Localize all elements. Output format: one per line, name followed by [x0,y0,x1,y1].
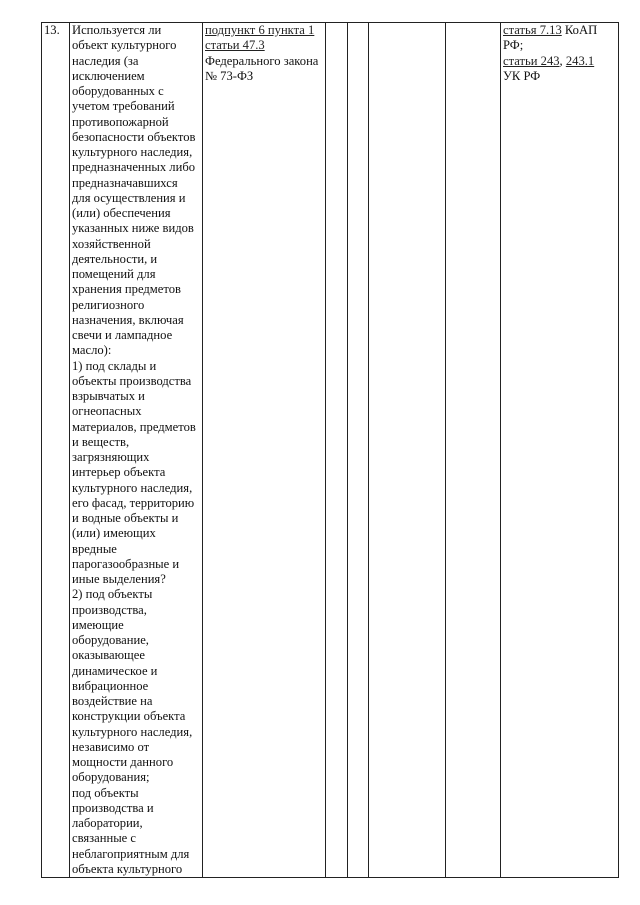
note-cell [446,23,501,878]
legal-reference-cell [203,23,326,878]
answer-no-cell [348,23,369,878]
koap-article-link[interactable]: статья 7.13 [503,23,562,37]
responsibility-cell [501,23,619,878]
checklist-table [41,22,619,878]
legal-reference-link-part1[interactable]: подпункт 6 пункта 1 [205,23,315,37]
row-number: 13. [42,23,70,878]
uk-article-243-1-link[interactable]: 243.1 [565,53,595,68]
not-applicable-cell [369,23,446,878]
uk-article-243-link[interactable]: статьи 243 [503,53,560,68]
legal-reference-link-part2[interactable]: статьи 47.3 [205,38,265,53]
table-row [42,23,619,878]
legal-reference-text: Федерального закона № 73-ФЗ [205,53,319,83]
question-text: Используется ли объект культурного наследия (за исключением оборудованных с учетом требований противопожарной безопасности объектов культурного наследия, предназначенных либо предназначавшихся для осуществления и (или) обеспечения указанных ниже видов хозяйственной деятельности, и помещений для хранения предметов религиозного назначения, включая свечи и лампадное масло): 1) под склады и объекты производства взрывчатых и огнеопасных материалов, предметов и веществ, загрязняющих интерьер объекта культурного наследия, его фасад, территорию и водные объекты и (или) имеющих вредные парогазообразные и иные выделения? 2) под объекты производства, имеющие оборудование, оказывающее динамическое и вибрационное воздействие на конструкции объекта культурного наследия, независимо от мощности данного оборудования; под объекты производства и лаборатории, связанные с неблагоприятным для объекта культурного [70,23,203,878]
answer-yes-cell [326,23,348,878]
uk-text: УК РФ [503,68,541,83]
koap-text: КоАП РФ; [503,23,598,53]
uk-separator: , [559,53,566,68]
